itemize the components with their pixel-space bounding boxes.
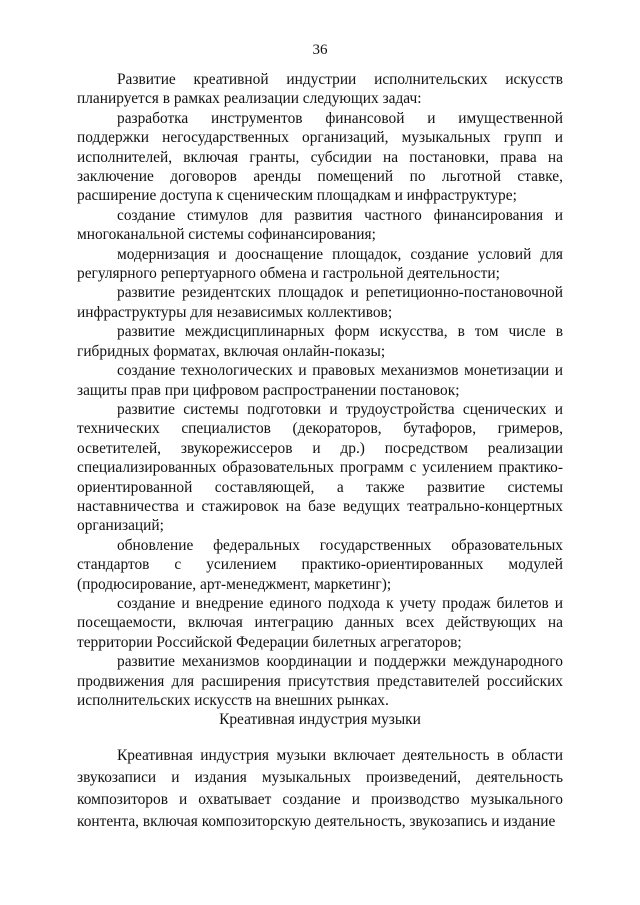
paragraph: создание и внедрение единого подхода к учету продаж билетов и посещаемости, включая интеграцию данных всех действующих на территории Российской Федерации билетных агрегаторов; — [77, 594, 563, 651]
section-heading: Креативная индустрия музыки — [219, 711, 421, 728]
paragraph: создание стимулов для развития частного финансирования и многоканальной системы софинансирования; — [77, 206, 563, 244]
paragraph: развитие междисциплинарных форм искусства, в том числе в гибридных форматах, включая онлайн-показы; — [77, 323, 563, 360]
section-body — [77, 745, 563, 833]
paragraph: обновление федеральных государственных образовательных стандартов с усилением практико-ориентированных модулей (продюсирование, арт-менеджмент, маркетинг); — [77, 536, 563, 593]
paragraph: развитие системы подготовки и трудоустройства сценических и технических специалистов (декораторов, бутафоров, гримеров, осветителей, звукорежиссеров и др.) посредством реализации специализированных образовательных программ с усилением практико-ориентированной составляющей, а также развитие системы наставничества и стажировок на базе ведущих театрально-концертных организаций; — [77, 400, 563, 535]
paragraph: развитие резидентских площадок и репетиционно-постановочной инфраструктуры для независимых коллективов; — [77, 284, 563, 321]
paragraph: развитие механизмов координации и поддержки международного продвижения для расширения присутствия представителей российских исполнительских искусств на внешних рынках. — [77, 653, 563, 709]
document-body — [77, 70, 563, 710]
paragraph: Развитие креативной индустрии исполнительских искусств планируется в рамках реализации следующих задач: — [77, 71, 563, 108]
paragraph: Креативная индустрия музыки включает деятельность в области звукозаписи и издания музыкальных произведений, деятельность композиторов и охватывает создание и производство музыкального контента, включая композиторскую деятельность, звукозапись и издание — [77, 747, 563, 830]
paragraph: разработка инструментов финансовой и имущественной поддержки негосударственных организаций, музыкальных групп и исполнителей, включая гранты, субсидии на постановки, права на заключение договоров аренды помещений по льготной ставке, расширение доступа к сценическим площадкам и инфраструктуре; — [77, 109, 563, 205]
paragraph: модернизация и дооснащение площадок, создание условий для регулярного репертуарного обмена и гастрольной деятельности; — [77, 245, 563, 283]
paragraph: создание технологических и правовых механизмов монетизации и защиты прав при цифровом распространении постановок; — [77, 362, 563, 399]
page-number: 36 — [312, 42, 328, 58]
